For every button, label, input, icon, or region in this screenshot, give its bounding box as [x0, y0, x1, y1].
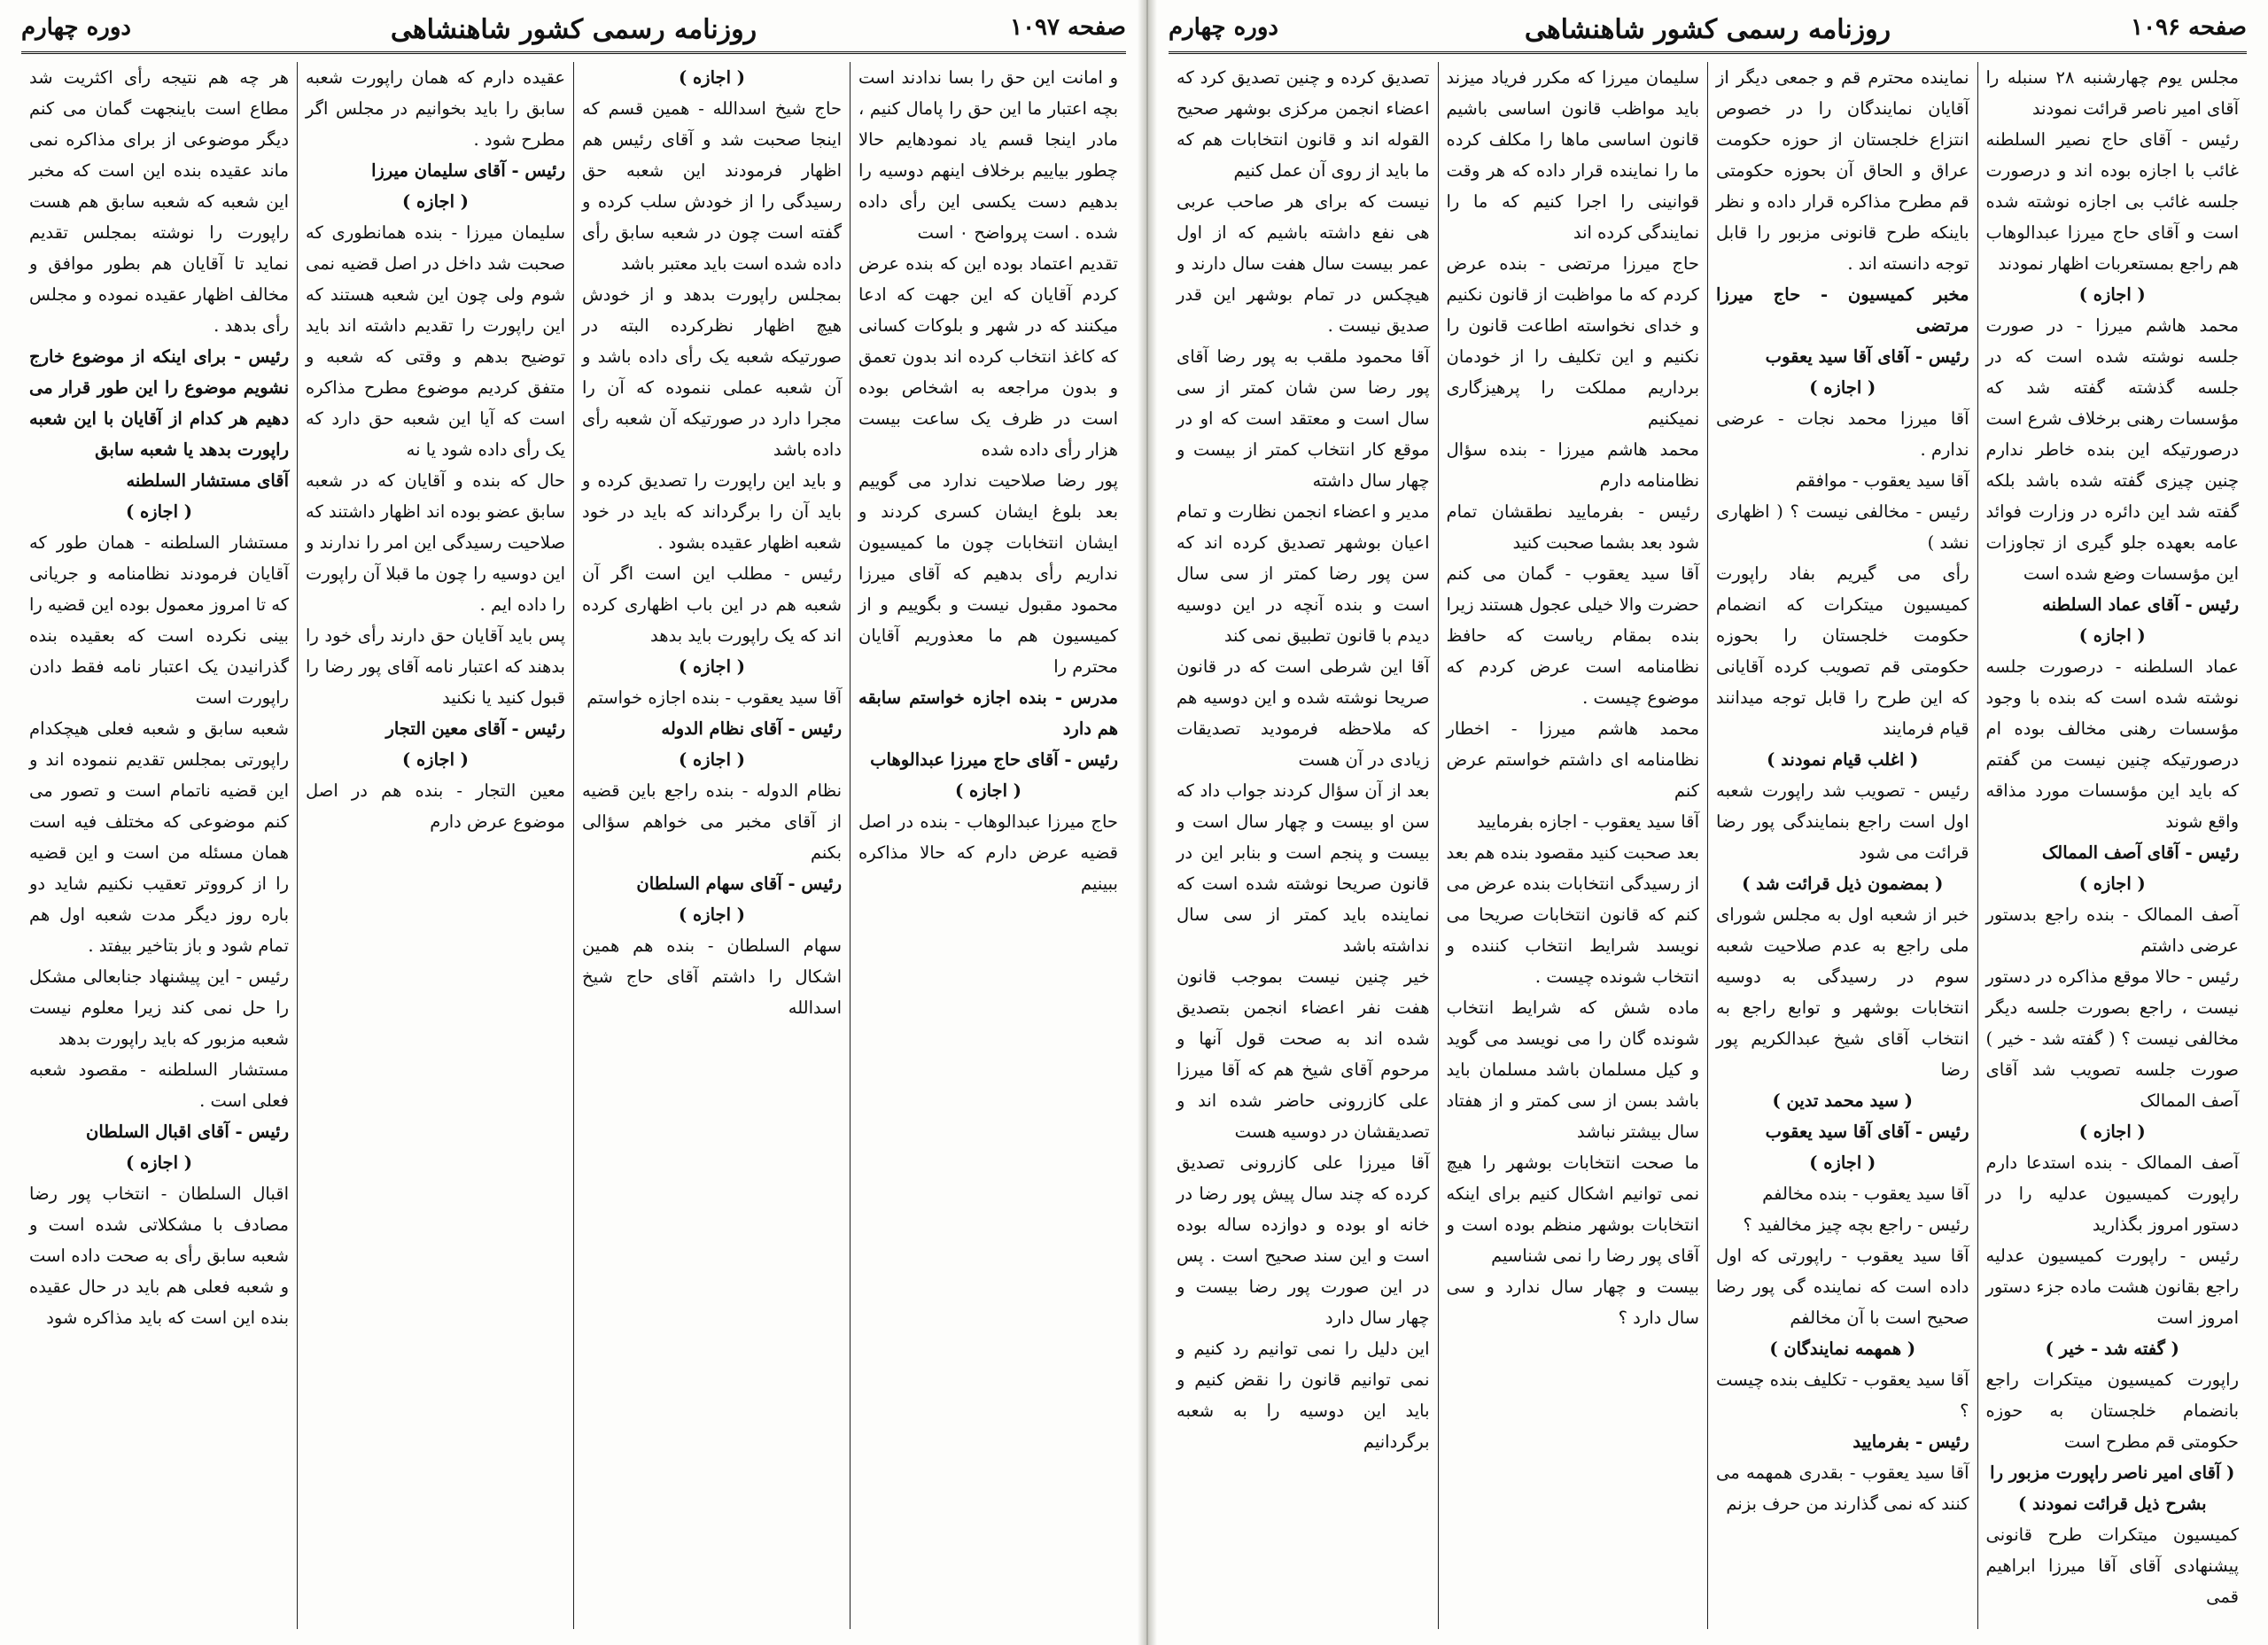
column-2	[1707, 62, 1977, 1629]
column-3	[297, 62, 573, 1629]
paragraph: آقا سید یعقوب - تکلیف بنده چیست ؟	[1716, 1370, 1969, 1421]
paragraph: سلیمان میرزا که مکرر فریاد میزند باید مواظب قانون اساسی باشیم قانون اساسی ماها را مکلف کرده ما را نماینده قرار داده که هر وقت قوانینی را اجرا کنیم که ما را نمایندگی کرده اند	[1446, 67, 1699, 243]
paragraph: رئیس - حالا موقع مذاکره در دستور نیست ، راجع بصورت جلسه دیگر مخالفی نیست ؟ ( گفته شد - خیر ) صورت جلسه تصویب شد آقای آصف الممالک	[1985, 966, 2239, 1111]
paragraph: ( اجازه )	[678, 67, 746, 88]
paragraph: رئیس - آقای حاج نصیر السلطنه غائب با اجازه بوده اند و درصورت جلسه غائب بی اجازه نوشته شده است و آقای حاج میرزا عبدالوهاب هم راجع بمستعربات اظهار نمودند	[1985, 129, 2239, 274]
column-3	[1438, 62, 1708, 1629]
paragraph: و امانت این حق را بسا ندادند است بچه اعتبار ما این حق را پامال کنیم ، مادر اینجا قسم یاد نمودهایم حالا چطور بیاییم برخلاف اینهم دوسیه را بدهیم دست یکسی این رأی داده شده . است پرواضح ۰ است	[858, 67, 1118, 243]
paragraph: محمد هاشم میرزا - در صورت جلسه نوشته شده است که در جلسه گذشته گفته شد که مؤسسات رهنی برخلاف شرع است درصورتیکه این بنده خاطر ندارم چنین چیزی گفته شده باشد بلکه گفته شد این دائره در وزارت فوائد عامه بعهده جلو گیری از تجاوزات این مؤسسات وضع شده است	[1985, 315, 2239, 584]
paragraph: رئیس - آقای آصف الممالک	[2041, 842, 2239, 863]
paragraph: رئیس - مخالفی نیست ؟ ( اظهاری نشد )	[1716, 501, 1969, 553]
paragraph: ( گفته شد - خیر )	[2045, 1339, 2179, 1359]
paragraph: حاج میرزا مرتضی - بنده عرض کردم که ما مواظبت از قانون نکنیم و خدای نخواسته اطاعت قانون را نکنیم و این تکلیف را از خودمان برداریم مملکت را پرهیزگاری نمیکنیم	[1446, 253, 1699, 429]
paragraph: آقا سید یعقوب - راپورتی که اول داده است که نماینده گی پور رضا صحیح است با آن مخالفم	[1716, 1245, 1969, 1328]
paragraph: رئیس - برای اینکه از موضوع خارج نشویم موضوع را این طور قرار می دهیم هر کدام از آقایان با این شعبه راپورت بدهد یا شعبه سابق	[29, 346, 289, 460]
paragraph: کمیسیون میتکرات طرح قانونی پیشنهادی آقای آقا میرزا ابراهیم قمی	[1985, 1525, 2239, 1607]
page-number: صفحه ۱۰۹۷	[1010, 14, 1126, 41]
paragraph: رئیس - راپورت کمیسیون عدلیه راجع بقانون هشت ماده جزء دستور امروز است	[1985, 1245, 2239, 1328]
paragraph: رئیس - آقای اقبال السلطان	[86, 1121, 289, 1142]
paragraph: رئیس - آقای سلیمان میرزا	[371, 160, 565, 181]
column-1	[850, 62, 1126, 1629]
paragraph: ( اجازه )	[2078, 284, 2146, 305]
session-label: دوره چهارم	[21, 14, 131, 41]
paragraph: آصف الممالک - بنده استدعا دارم راپورت کمیسیون عدلیه را در دستور امروز بگذارید	[1985, 1152, 2239, 1235]
column-1	[1977, 62, 2248, 1629]
paragraph: ( سید محمد تدین )	[1772, 1090, 1914, 1111]
paragraph: مدیر و اعضاء انجمن نظارت و تمام اعیان بوشهر تصدیق کرده اند که سن پور رضا کمتر از سی سال است و بنده آنچه در این دوسیه دیدم با قانون تطبیق نمی کند	[1177, 501, 1430, 646]
paragraph: بیست و چهار سال ندارد و سی سال دارد ؟	[1446, 1276, 1699, 1328]
text-columns	[21, 62, 1126, 1629]
paragraph: ( اجازه )	[954, 780, 1022, 801]
paragraph: نظام الدوله - بنده راجع باین قضیه از آقای مخبر می خواهم سؤالی بکنم	[582, 780, 842, 863]
paragraph: خیر چنین نیست بموجب قانون هفت نفر اعضاء انجمن بتصدیق شده اند به صحت قول آنها و مرحوم آقای شیخ هم که آقا میرزا علی کازرونی حاضر شده اند و تصدیقشان در دوسیه هست	[1177, 966, 1430, 1142]
paragraph: ( اجازه )	[401, 191, 470, 212]
paragraph: عقیده دارم که همان راپورت شعبه سابق را باید بخوانیم در مجلس اگر مطرح شود .	[306, 67, 565, 150]
paragraph: مخبر کمیسیون - حاج میرزا مرتضی	[1716, 284, 1969, 336]
paragraph: ( اجازه )	[1809, 377, 1876, 398]
paragraph: رئیس - این پیشنهاد جنابعالی مشکل را حل نمی کند زیرا معلوم نیست شعبه مزبور که باید راپورت بدهد	[29, 966, 289, 1049]
paragraph: مدرس - بنده اجازه خواستم سابقه هم دارد	[858, 687, 1118, 739]
paragraph: محمد هاشم میرزا - بنده سؤال نظامنامه دارم	[1446, 439, 1699, 491]
paragraph: آقا سید یعقوب - گمان می کنم حضرت والا خیلی عجول هستند زیرا بنده بمقام ریاست که حافظ نظامنامه است عرض کردم که موضوع چیست .	[1446, 563, 1699, 708]
paragraph: رئیس - مطلب این است اگر آن شعبه هم در این باب اظهاری کرده اند که یک راپورت باید بدهد	[582, 563, 842, 646]
column-4	[21, 62, 297, 1629]
page-number: صفحه ۱۰۹۶	[2131, 14, 2247, 41]
paragraph: رئیس - راجع بچه چیز مخالفید ؟	[1743, 1214, 1969, 1235]
paragraph: مستشار السلطنه - مقصود شعبه فعلی است .	[29, 1059, 289, 1111]
paragraph: ( اجازه )	[2078, 873, 2146, 894]
right-page	[1147, 0, 2268, 1645]
paragraph: بمجلس راپورت بدهد و از خودش هیچ اظهار نظرکرده البته در صورتیکه شعبه یک رأی داده باشد و آن شعبه عملی ننموده که آن را مجرا دارد در صورتیکه آن شعبه رأی داده باشد	[582, 284, 842, 460]
paragraph: ( همهمه نمایندگان )	[1769, 1339, 1916, 1359]
paragraph: مجلس یوم چهارشنبه ۲۸ سنبله را آقای امیر ناصر قرائت نمودند	[1985, 67, 2240, 119]
paragraph: و باید این راپورت را تصدیق کرده و باید آن را برگرداند که باید در خود شعبه اظهار عقیده بشود .	[582, 470, 842, 553]
paragraph: ( اجازه )	[2078, 1121, 2146, 1142]
paragraph: حاج میرزا عبدالوهاب - بنده در اصل قضیه عرض دارم که حالا مذاکره ببینیم	[858, 811, 1118, 894]
paragraph: نیست که برای هر صاحب عربی هی نفع داشته باشیم که از اول عمر بیست سال هفت سال دارند و هیچکس در تمام بوشهر این قدر صدیق نیست .	[1177, 191, 1430, 336]
text-columns	[1169, 62, 2247, 1629]
page-header	[1169, 9, 2247, 54]
paragraph: آقای مستشار السلطنه	[126, 470, 289, 491]
paragraph: ماده شش که شرایط انتخاب شونده گان را می نویسد می گوید و کیل مسلمان باشد مسلمان باید باشد بسن از سی کمتر و از هفتاد سال بیشتر نباشد	[1446, 997, 1699, 1142]
paragraph: حال که بنده و آقایان که در شعبه سابق عضو بوده اند اظهار داشتند که صلاحیت رسیدگی این امر را ندارند و این دوسیه را چون ما قبلا آن راپورت را داده ایم .	[306, 470, 565, 615]
paragraph: ( اجازه )	[401, 749, 470, 770]
paragraph: ( بمضمون ذیل قرائت شد )	[1742, 873, 1944, 894]
paragraph: مستشار السلطنه - همان طور که آقایان فرمودند نظامنامه و جریانی که تا امروز معمول بوده این قضیه را بینی نکرده است که بعقیده بنده گذرانیدن یک اعتبار نامه فقط دادن راپورت است	[29, 532, 289, 708]
masthead-title: روزنامه رسمی کشور شاهنشاهی	[1524, 14, 1891, 45]
column-4	[1169, 62, 1438, 1629]
paragraph: بعد از آن سؤال کردند جواب داد که سن او بیست و چهار سال است و بیست و پنجم است و بنابر این در قانون صریحا نوشته شده است که نماینده باید کمتر از سی سال نداشته باشد	[1177, 780, 1430, 956]
paragraph: رئیس - آقای سهام السلطان	[636, 873, 842, 894]
paragraph: آقا میرزا علی کازرونی تصدیق کرده که چند سال پیش پور رضا در خانه او بوده و دوازده ساله بوده است و این سند صحیح است . پس در این صورت پور رضا بیست و چهار سال دارد	[1177, 1152, 1430, 1328]
paragraph: این دلیل را نمی توانیم رد کنیم و نمی توانیم قانون را نقض کنیم و باید این دوسیه را به شعبه برگردانیم	[1177, 1339, 1430, 1452]
paragraph: سلیمان میرزا - بنده همانطوری که صحبت شد داخل در اصل قضیه نمی شوم ولی چون این شعبه هستند که این راپورت را تقدیم داشته اند باید توضیح بدهم و وقتی که شعبه و متفق کردیم موضوع مطرح مذاکره است که آیا این شعبه حق دارد که یک رأی داده شود یا نه	[306, 222, 565, 460]
paragraph: ( اجازه )	[125, 501, 193, 522]
paragraph: رئیس - آقای آقا سید یعقوب	[1765, 1121, 1969, 1142]
paragraph: رئیس - تصویب شد راپورت شعبه اول است راجع بنمایندگی پور رضا قرائت می شود	[1716, 780, 1969, 863]
paragraph: تقدیم اعتماد بوده این که بنده عرض کردم آقایان که این جهت که ادعا میکنند که در شهر و بلوکات کسانی که کاغذ انتخاب کرده اند بدون تعمق و بدون مراجعه به اشخاص بوده است در ظرف یک ساعت بیست هزار رأی داده شده	[858, 253, 1118, 460]
paragraph: آقا سید یعقوب - بنده اجازه خواستم	[586, 687, 842, 708]
book-gutter	[1138, 0, 1157, 1645]
paragraph: ما صحت انتخابات بوشهر را هیچ نمی توانیم اشکال کنیم برای اینکه انتخابات بوشهر منظم بوده است و آقای پور رضا را نمی شناسیم	[1446, 1152, 1699, 1266]
paragraph: پور رضا صلاحیت ندارد می گوییم بعد بلوغ ایشان کسری کردند و ایشان انتخابات چون ما کمیسیون نداریم رأی بدهیم که آقای میرزا محمود مقبول نیست و بگوییم و از کمیسیون هم ما معذوریم آقایان محترم را	[858, 470, 1118, 677]
paragraph: آقا میرزا محمد نجات - عرضی ندارم .	[1716, 408, 1969, 460]
paragraph: آقا سید یعقوب - اجازه بفرمایید	[1477, 811, 1699, 832]
paragraph: ( اجازه )	[2078, 625, 2146, 646]
paragraph: ( اجازه )	[125, 1152, 193, 1173]
paragraph: آقا سید یعقوب - بقدری همهمه می کنند که نمی گذارند من حرف بزنم	[1716, 1463, 1969, 1514]
page-header	[21, 9, 1126, 54]
paragraph: رئیس - آقای حاج میرزا عبدالوهاب	[870, 749, 1118, 770]
paragraph: ( اجازه )	[678, 656, 746, 677]
paragraph: محمد هاشم میرزا - اخطار نظامنامه ای داشتم خواستم عرض کنم	[1446, 718, 1699, 801]
paragraph: رأی می گیریم بفاد راپورت کمیسیون میتکرات که انضمام حکومت خلجستان را بحوزه حکومتی قم تصویب کرده آقایانی که این طرح را قابل توجه میدانند قیام فرمایند	[1716, 563, 1969, 739]
paragraph: رئیس - آقای معین التجار	[385, 718, 565, 739]
paragraph: تصدیق کرده و چنین تصدیق کرد که اعضاء انجمن مرکزی بوشهر صحیح القوله اند و قانون انتخابات هم که ما باید از روی آن عمل کنیم	[1177, 67, 1430, 181]
paragraph: حاج شیخ اسدالله - همین قسم که اینجا صحبت شد و آقای رئیس هم اظهار فرمودند این شعبه حق رسیدگی را از خودش سلب کرده و گفته است چون در شعبه سابق رأی داده شده است باید معتبر باشد	[582, 98, 842, 274]
paragraph: رئیس - آقای نظام الدوله	[661, 718, 842, 739]
paragraph: پس باید آقایان حق دارند رأی خود را بدهند که اعتبار نامه آقای پور رضا را قبول کنید یا نکنید	[306, 625, 565, 708]
paragraph: رئیس - بفرمایید	[1852, 1432, 1969, 1452]
paragraph: شعبه سابق و شعبه فعلی هیچکدام راپورتی بمجلس تقدیم ننموده اند و این قضیه ناتمام است و تصور می کنم موضوعی که مختلف فیه است همان مسئله من است و این قضیه را از کرووتر تعقیب نکنیم شاید دو باره روز دیگر مدت شعبه اول هم تمام شود و باز بتاخیر بیفتد .	[29, 718, 289, 956]
paragraph: آقا محمود ملقب به پور رضا آقای پور رضا سن شان کمتر از سی سال است و معتقد است که او در موقع کار انتخاب کمتر از بیست و چهار سال داشته	[1177, 346, 1430, 491]
session-label: دوره چهارم	[1169, 14, 1278, 41]
paragraph: آصف الممالک - بنده راجع بدستور عرضی داشتم	[1985, 904, 2239, 956]
paragraph: رئیس - بفرمایید نطقشان تمام شود بعد بشما صحبت کنید	[1446, 501, 1699, 553]
paragraph: اقبال السلطان - انتخاب پور رضا مصادف با مشکلاتی شده است و شعبه سابق رأی به صحت داده است و شعبه فعلی هم باید در حال عقیده بنده این است که باید مذاکره شود	[29, 1183, 289, 1328]
masthead-title: روزنامه رسمی کشور شاهنشاهی	[390, 14, 757, 45]
paragraph: ( آقای امیر ناصر راپورت مزبور را بشرح ذیل قرائت نمودند )	[1990, 1463, 2235, 1514]
paragraph: نماینده محترم قم و جمعی دیگر از آقایان نمایندگان را در خصوص انتزاع خلجستان از حوزه حکومت عراق و الحاق آن بحوزه حکومتی قم مطرح مذاکره قرار داده و نظر باینکه طرح قانونی مزبور را قابل توجه دانسته اند .	[1716, 67, 1969, 274]
paragraph: ( اغلب قیام نمودند )	[1767, 749, 1919, 770]
paragraph: آقا سید یعقوب - بنده مخالفم	[1762, 1183, 1969, 1204]
paragraph: ( اجازه )	[678, 904, 746, 925]
paragraph: عماد السلطنه - درصورت جلسه نوشته شده است که بنده با وجود مؤسسات رهنی مخالف بوده ام درصورتیکه چنین نیست من گفتم که باید این مؤسسات مورد مذاقه واقع شوند	[1985, 656, 2239, 832]
paragraph: هر چه هم نتیجه رأی اکثریت شد مطاع است باینجهت گمان می کنم دیگر موضوعی از برای مذاکره نمی ماند عقیده بنده این است که مخبر این شعبه که شعبه سابق هم هست راپورت را نوشته بمجلس تقدیم نماید تا آقایان هم بطور موافق و مخالف اظهار عقیده نموده و مجلس رأی بدهد .	[29, 67, 289, 336]
paragraph: معین التجار - بنده هم در اصل موضوع عرض دارم	[306, 780, 565, 832]
paragraph: بعد صحبت کنید مقصود بنده هم بعد از رسیدگی انتخابات بنده عرض می کنم که قانون انتخابات صریحا می نویسد شرایط انتخاب کننده و انتخاب شونده چیست .	[1446, 842, 1699, 987]
paragraph: ( اجازه )	[678, 749, 746, 770]
column-2	[573, 62, 850, 1629]
paragraph: آقا سید یعقوب - موافقم	[1795, 470, 1969, 491]
paragraph: ( اجازه )	[1809, 1152, 1876, 1173]
paragraph: خبر از شعبه اول به مجلس شورای ملی راجع به عدم صلاحیت شعبه سوم در رسیدگی به دوسیه انتخابات بوشهر و توابع راجع به انتخاب آقای شیخ عبدالکریم پور رضا	[1716, 904, 1969, 1080]
paragraph: سهام السلطان - بنده هم همین اشکال را داشتم آقای حاج شیخ اسدالله	[582, 935, 842, 1018]
paragraph: آقا این شرطی است که در قانون صریحا نوشته شده و این دوسیه هم که ملاحظه فرمودید تصدیقات زیادی در آن هست	[1177, 656, 1430, 770]
paragraph: رئیس - آقای عماد السلطنه	[2042, 594, 2239, 615]
paragraph: راپورت کمیسیون میتکرات راجع بانضمام خلجستان به حوزه حکومتی قم مطرح است	[1985, 1370, 2239, 1452]
paragraph: رئیس - آقای آقا سید یعقوب	[1765, 346, 1969, 367]
